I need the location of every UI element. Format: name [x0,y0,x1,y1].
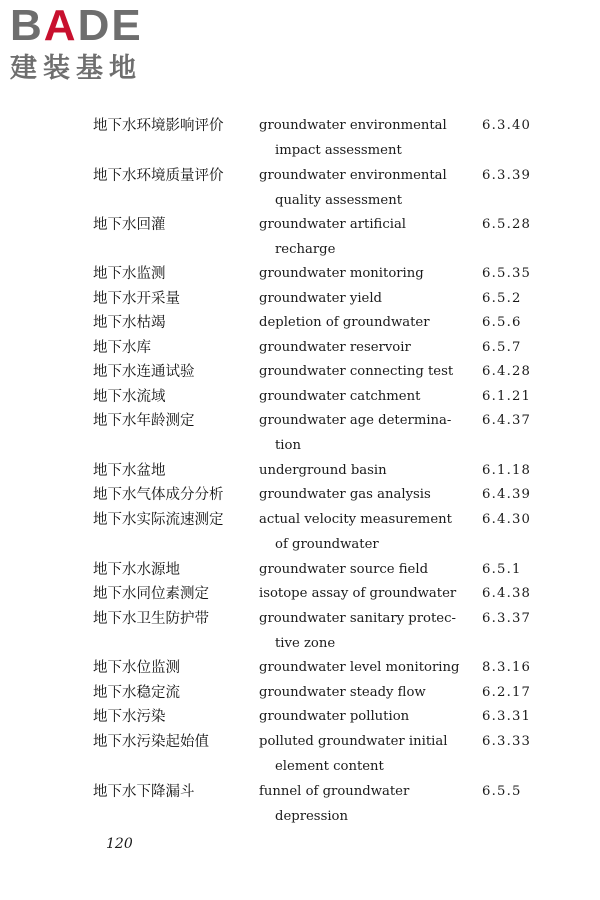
term-chinese: 地下水监测 [93,266,166,282]
section-reference: 6.3.37 [482,611,532,626]
logo-letter-b: B [10,1,44,50]
term-chinese: 地下水污染 [93,709,166,725]
term-english-line: funnel of groundwater [259,784,410,799]
term-chinese: 地下水下降漏斗 [93,784,195,800]
section-reference: 6.4.37 [482,413,532,428]
section-reference: 6.5.7 [482,340,522,355]
term-english-line: groundwater catchment [259,389,421,404]
section-reference: 6.5.6 [482,315,522,330]
term-english [259,582,469,607]
section-reference: 8.3.16 [482,660,532,675]
term-chinese: 地下水环境质量评价 [93,168,224,184]
term-english-line: isotope assay of groundwater [259,586,457,601]
term-english-line: groundwater source field [259,562,429,577]
term-chinese: 地下水年龄测定 [93,413,195,429]
term-english-continuation: tion [275,437,301,453]
term-english-line: depletion of groundwater [259,315,430,330]
term-chinese: 地下水稳定流 [93,685,180,701]
term-english [259,459,469,484]
term-english [259,336,469,361]
term-english-continuation: impact assessment [275,142,402,158]
term-chinese: 地下水开采量 [93,291,180,307]
term-chinese: 地下水环境影响评价 [93,118,224,134]
term-english-line: groundwater level monitoring [259,660,460,675]
section-reference: 6.4.39 [482,487,532,502]
term-english [259,483,469,508]
term-chinese: 地下水位监测 [93,660,180,676]
term-chinese: 地下水盆地 [93,463,166,479]
section-reference: 6.4.38 [482,586,532,601]
section-reference: 6.5.35 [482,266,532,281]
term-chinese: 地下水回灌 [93,217,166,233]
term-english [259,360,469,385]
term-english [259,262,469,287]
term-english [259,730,469,779]
term-english-line: groundwater pollution [259,709,410,724]
term-english-line: polluted groundwater initial [259,734,448,749]
term-english-line: groundwater steady flow [259,685,426,700]
term-english-line: groundwater gas analysis [259,487,431,502]
term-english-line: groundwater artificial [259,217,407,232]
logo-subtitle: 建装基地 [10,53,142,84]
term-english [259,213,469,262]
term-english-continuation: depression [275,808,348,824]
section-reference: 6.3.40 [482,118,532,133]
term-english [259,558,469,583]
term-english-line: groundwater monitoring [259,266,424,281]
section-reference: 6.5.5 [482,784,522,799]
term-english-line: groundwater sanitary protec- [259,611,456,626]
section-reference: 6.5.1 [482,562,522,577]
page-number: 120 [106,836,133,852]
term-english [259,656,469,681]
term-chinese: 地下水气体成分分析 [93,487,224,503]
term-chinese: 地下水库 [93,340,151,356]
term-english-line: underground basin [259,463,387,478]
term-english [259,607,469,656]
term-english [259,681,469,706]
section-reference: 6.1.21 [482,389,532,404]
section-reference: 6.5.2 [482,291,522,306]
logo-letter-a-accent: A [43,1,78,50]
term-english-line: groundwater connecting test [259,364,454,379]
term-english-continuation: element content [275,758,384,774]
term-english-line: groundwater environmental [259,118,447,133]
term-english-continuation: tive zone [275,635,336,651]
term-english [259,780,469,829]
brand-logo [10,1,180,90]
section-reference: 6.1.18 [482,463,532,478]
section-reference: 6.2.17 [482,685,532,700]
term-english-line: groundwater reservoir [259,340,411,355]
term-english [259,311,469,336]
term-chinese: 地下水污染起始值 [93,734,209,750]
logo-wordmark [10,1,180,50]
term-chinese: 地下水卫生防护带 [93,611,209,627]
term-chinese: 地下水实际流速测定 [93,512,224,528]
section-reference: 6.4.28 [482,364,532,379]
section-reference: 6.3.33 [482,734,532,749]
term-chinese: 地下水流域 [93,389,166,405]
term-english-line: actual velocity measurement [259,512,452,527]
term-english [259,705,469,730]
term-english [259,409,469,458]
logo-letters-de: DE [77,1,143,50]
term-english [259,164,469,213]
term-english-line: groundwater age determina- [259,413,452,428]
section-reference: 6.5.28 [482,217,532,232]
term-english-line: groundwater environmental [259,168,447,183]
term-english [259,287,469,312]
term-chinese: 地下水同位素测定 [93,586,209,602]
term-chinese: 地下水水源地 [93,562,180,578]
term-english [259,508,469,557]
term-english [259,114,469,163]
term-chinese: 地下水连通试验 [93,364,195,380]
term-english-continuation: recharge [275,241,336,257]
term-english-continuation: quality assessment [275,192,403,208]
section-reference: 6.3.39 [482,168,532,183]
term-english-line: groundwater yield [259,291,382,306]
term-english [259,385,469,410]
section-reference: 6.4.30 [482,512,532,527]
section-reference: 6.3.31 [482,709,532,724]
term-english-continuation: of groundwater [275,536,379,552]
term-chinese: 地下水枯竭 [93,315,166,331]
